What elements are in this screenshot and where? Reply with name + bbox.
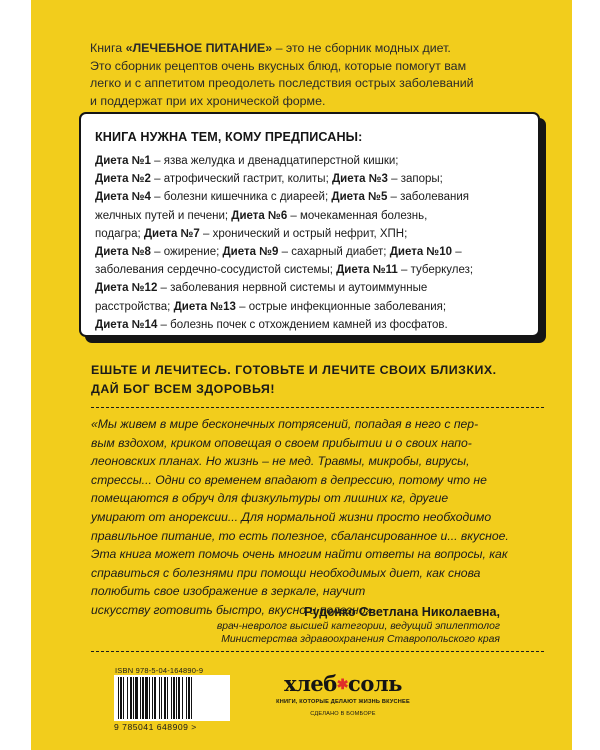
- barcode-bar: [123, 677, 124, 719]
- intro-line3: легко и с аппетитом преодолеть последствия острых заболеваний: [90, 76, 474, 91]
- divider-top: [91, 407, 544, 408]
- logo-word-1: хлеб: [284, 671, 337, 696]
- diet-list-box: [79, 112, 540, 337]
- quote-author: [217, 604, 500, 646]
- diet-list-line: [95, 301, 446, 313]
- slogan: [91, 361, 531, 398]
- diet-number: Диета №4: [95, 191, 151, 204]
- intro-prefix: Книга: [90, 41, 126, 55]
- barcode-bar: [142, 677, 144, 719]
- diet-number: Диета №12: [95, 282, 158, 295]
- barcode-bar: [182, 677, 183, 719]
- diet-number: Диета №10: [389, 246, 453, 259]
- diet-list-line: [95, 191, 469, 203]
- review-quote: [91, 415, 531, 620]
- barcode-bar: [188, 677, 190, 719]
- diet-number: Диета №11: [336, 264, 398, 277]
- quote-line: полюбить свое изображение в зеркале, научит: [91, 584, 366, 599]
- barcode-bar: [133, 677, 134, 719]
- barcode-bar: [120, 677, 122, 719]
- intro-line4: и поддержат при их хронической форме.: [90, 93, 326, 108]
- logo-made-in: СДЕЛАНО В БОМБОРЕ: [310, 711, 376, 717]
- barcode-bar: [178, 677, 180, 719]
- intro-text: [90, 40, 510, 110]
- diet-number: Диета №6: [231, 209, 288, 222]
- logo-word-2: соль: [348, 671, 402, 696]
- diet-description: – ожирение;: [150, 246, 223, 259]
- diet-description: – болезнь почек с отхождением камней из фосфатов.: [157, 318, 448, 331]
- quote-line: помещаются в обруч для физкультуры от лишних кг, другие: [91, 491, 449, 506]
- barcode: [114, 675, 230, 721]
- diet-list-line: [95, 155, 399, 167]
- diet-number: Диета №3: [331, 173, 388, 186]
- diet-list: [95, 152, 520, 334]
- diet-description: – хронический и острый нефрит, ХПН;: [199, 227, 408, 240]
- barcode-number: 9 785041 648909 >: [114, 722, 197, 732]
- diet-number: Диета №7: [143, 227, 200, 240]
- diet-list-line: [95, 228, 407, 240]
- author-title-line1: врач-невролог высшей категории, ведущий эпилептолог: [216, 621, 500, 632]
- diet-description: – язва желудка и двенадцатиперстной кишки;: [150, 155, 399, 167]
- diet-description: расстройства;: [95, 300, 174, 313]
- diet-list-line: [95, 282, 427, 294]
- diet-description: – атрофический гастрит, колиты;: [150, 173, 332, 186]
- isbn-label: ISBN 978-5-04-164890-9: [115, 666, 204, 675]
- barcode-bar: [130, 677, 132, 719]
- book-back-cover: [31, 0, 572, 750]
- diet-number: Диета №14: [95, 318, 158, 331]
- divider-bottom: [91, 651, 544, 652]
- logo-slogan: КНИГИ, КОТОРЫЕ ДЕЛАЮТ ЖИЗНЬ ВКУСНЕЕ: [276, 699, 410, 705]
- diet-description: – заболевания нервной системы и аутоиммунные: [157, 282, 428, 295]
- barcode-bar: [173, 677, 175, 719]
- slogan-line2: ДАЙ БОГ ВСЕМ ЗДОРОВЬЯ!: [91, 381, 275, 396]
- diet-list-line: [95, 173, 443, 185]
- diet-description: – мочекаменная болезнь,: [287, 209, 428, 222]
- quote-line: вым вздохом, криком оповещая о своем прибытии и о своих напо-: [91, 435, 472, 450]
- quote-line: умирают от анорексии... Для нормальной жизни просто необходимо: [91, 509, 492, 524]
- barcode-bar: [191, 677, 192, 719]
- barcode-bar: [135, 677, 138, 719]
- publisher-logo: [263, 672, 423, 717]
- barcode-bar: [159, 677, 160, 719]
- diet-description: – туберкулез;: [397, 264, 474, 277]
- barcode-bar: [145, 677, 148, 719]
- diet-list-line: [95, 319, 448, 331]
- logo-text: [263, 672, 423, 697]
- logo-dot-icon: ✱: [336, 677, 349, 693]
- barcode-bar: [186, 677, 187, 719]
- diet-list-line: [95, 264, 473, 276]
- intro-line2: Это сборник рецептов очень вкусных блюд, которые помогут вам: [90, 58, 467, 73]
- intro-line1-rest: – это не сборник модных диет.: [272, 41, 451, 55]
- barcode-bar: [154, 677, 156, 719]
- barcode-graphic: [114, 675, 230, 721]
- diet-description: – сахарный диабет;: [278, 246, 390, 259]
- diet-description: – острые инфекционные заболевания;: [235, 300, 447, 313]
- diet-number: Диета №5: [331, 191, 388, 204]
- quote-line: леоновских планах. Но жизнь – не мед. Травмы, микробы, вирусы,: [91, 454, 470, 469]
- diet-list-line: [95, 210, 427, 222]
- barcode-bar: [164, 677, 166, 719]
- diet-list-heading: КНИГА НУЖНА ТЕМ, КОМУ ПРЕДПИСАНЫ:: [95, 130, 363, 144]
- quote-line: стрессы... Одни со временем впадают в депрессию, потому что не: [91, 472, 487, 487]
- quote-line: правильное питание, то есть полезное, сбалансированное и... вкусное.: [91, 528, 509, 543]
- barcode-bar: [176, 677, 177, 719]
- quote-line: Эта книга может помочь очень многим найти ответы на вопросы, как: [91, 547, 508, 562]
- barcode-bar: [152, 677, 153, 719]
- diet-description: заболевания сердечно-сосудистой системы;: [95, 264, 337, 277]
- quote-line: искусству готовить быстро, вкусно и полезно»: [91, 602, 373, 617]
- barcode-bar: [118, 677, 119, 719]
- diet-description: желчных путей и печени;: [95, 209, 232, 222]
- diet-description: – запоры;: [387, 173, 443, 186]
- diet-description: подагра;: [95, 227, 144, 240]
- barcode-bar: [127, 677, 128, 719]
- author-title-line2: Министерства здравоохранения Ставропольского края: [221, 634, 500, 645]
- slogan-line1: ЕШЬТЕ И ЛЕЧИТЕСЬ. ГОТОВЬТЕ И ЛЕЧИТЕ СВОИХ БЛИЗКИХ.: [91, 363, 497, 377]
- diet-number: Диета №13: [173, 300, 236, 313]
- diet-number: Диета №9: [222, 246, 279, 259]
- barcode-bar: [171, 677, 172, 719]
- quote-line: справиться с болезнями при помощи необходимых диет, как снова: [91, 565, 481, 580]
- diet-number: Диета №1: [95, 155, 151, 167]
- diet-number: Диета №8: [95, 246, 151, 259]
- diet-description: – болезни кишечника с диареей;: [150, 191, 332, 204]
- diet-number: Диета №2: [95, 173, 151, 186]
- diet-description: – заболевания: [387, 191, 470, 204]
- quote-line: «Мы живем в мире бесконечных потрясений, попадая в него с пер-: [91, 417, 479, 431]
- diet-description: –: [452, 246, 462, 259]
- barcode-bar: [149, 677, 150, 719]
- barcode-bar: [140, 677, 141, 719]
- diet-list-line: [95, 246, 462, 258]
- barcode-bar: [161, 677, 162, 719]
- intro-book-title: «ЛЕЧЕБНОЕ ПИТАНИЕ»: [125, 41, 273, 55]
- barcode-bar: [167, 677, 168, 719]
- author-name: Руденко Светлана Николаевна,: [304, 605, 500, 619]
